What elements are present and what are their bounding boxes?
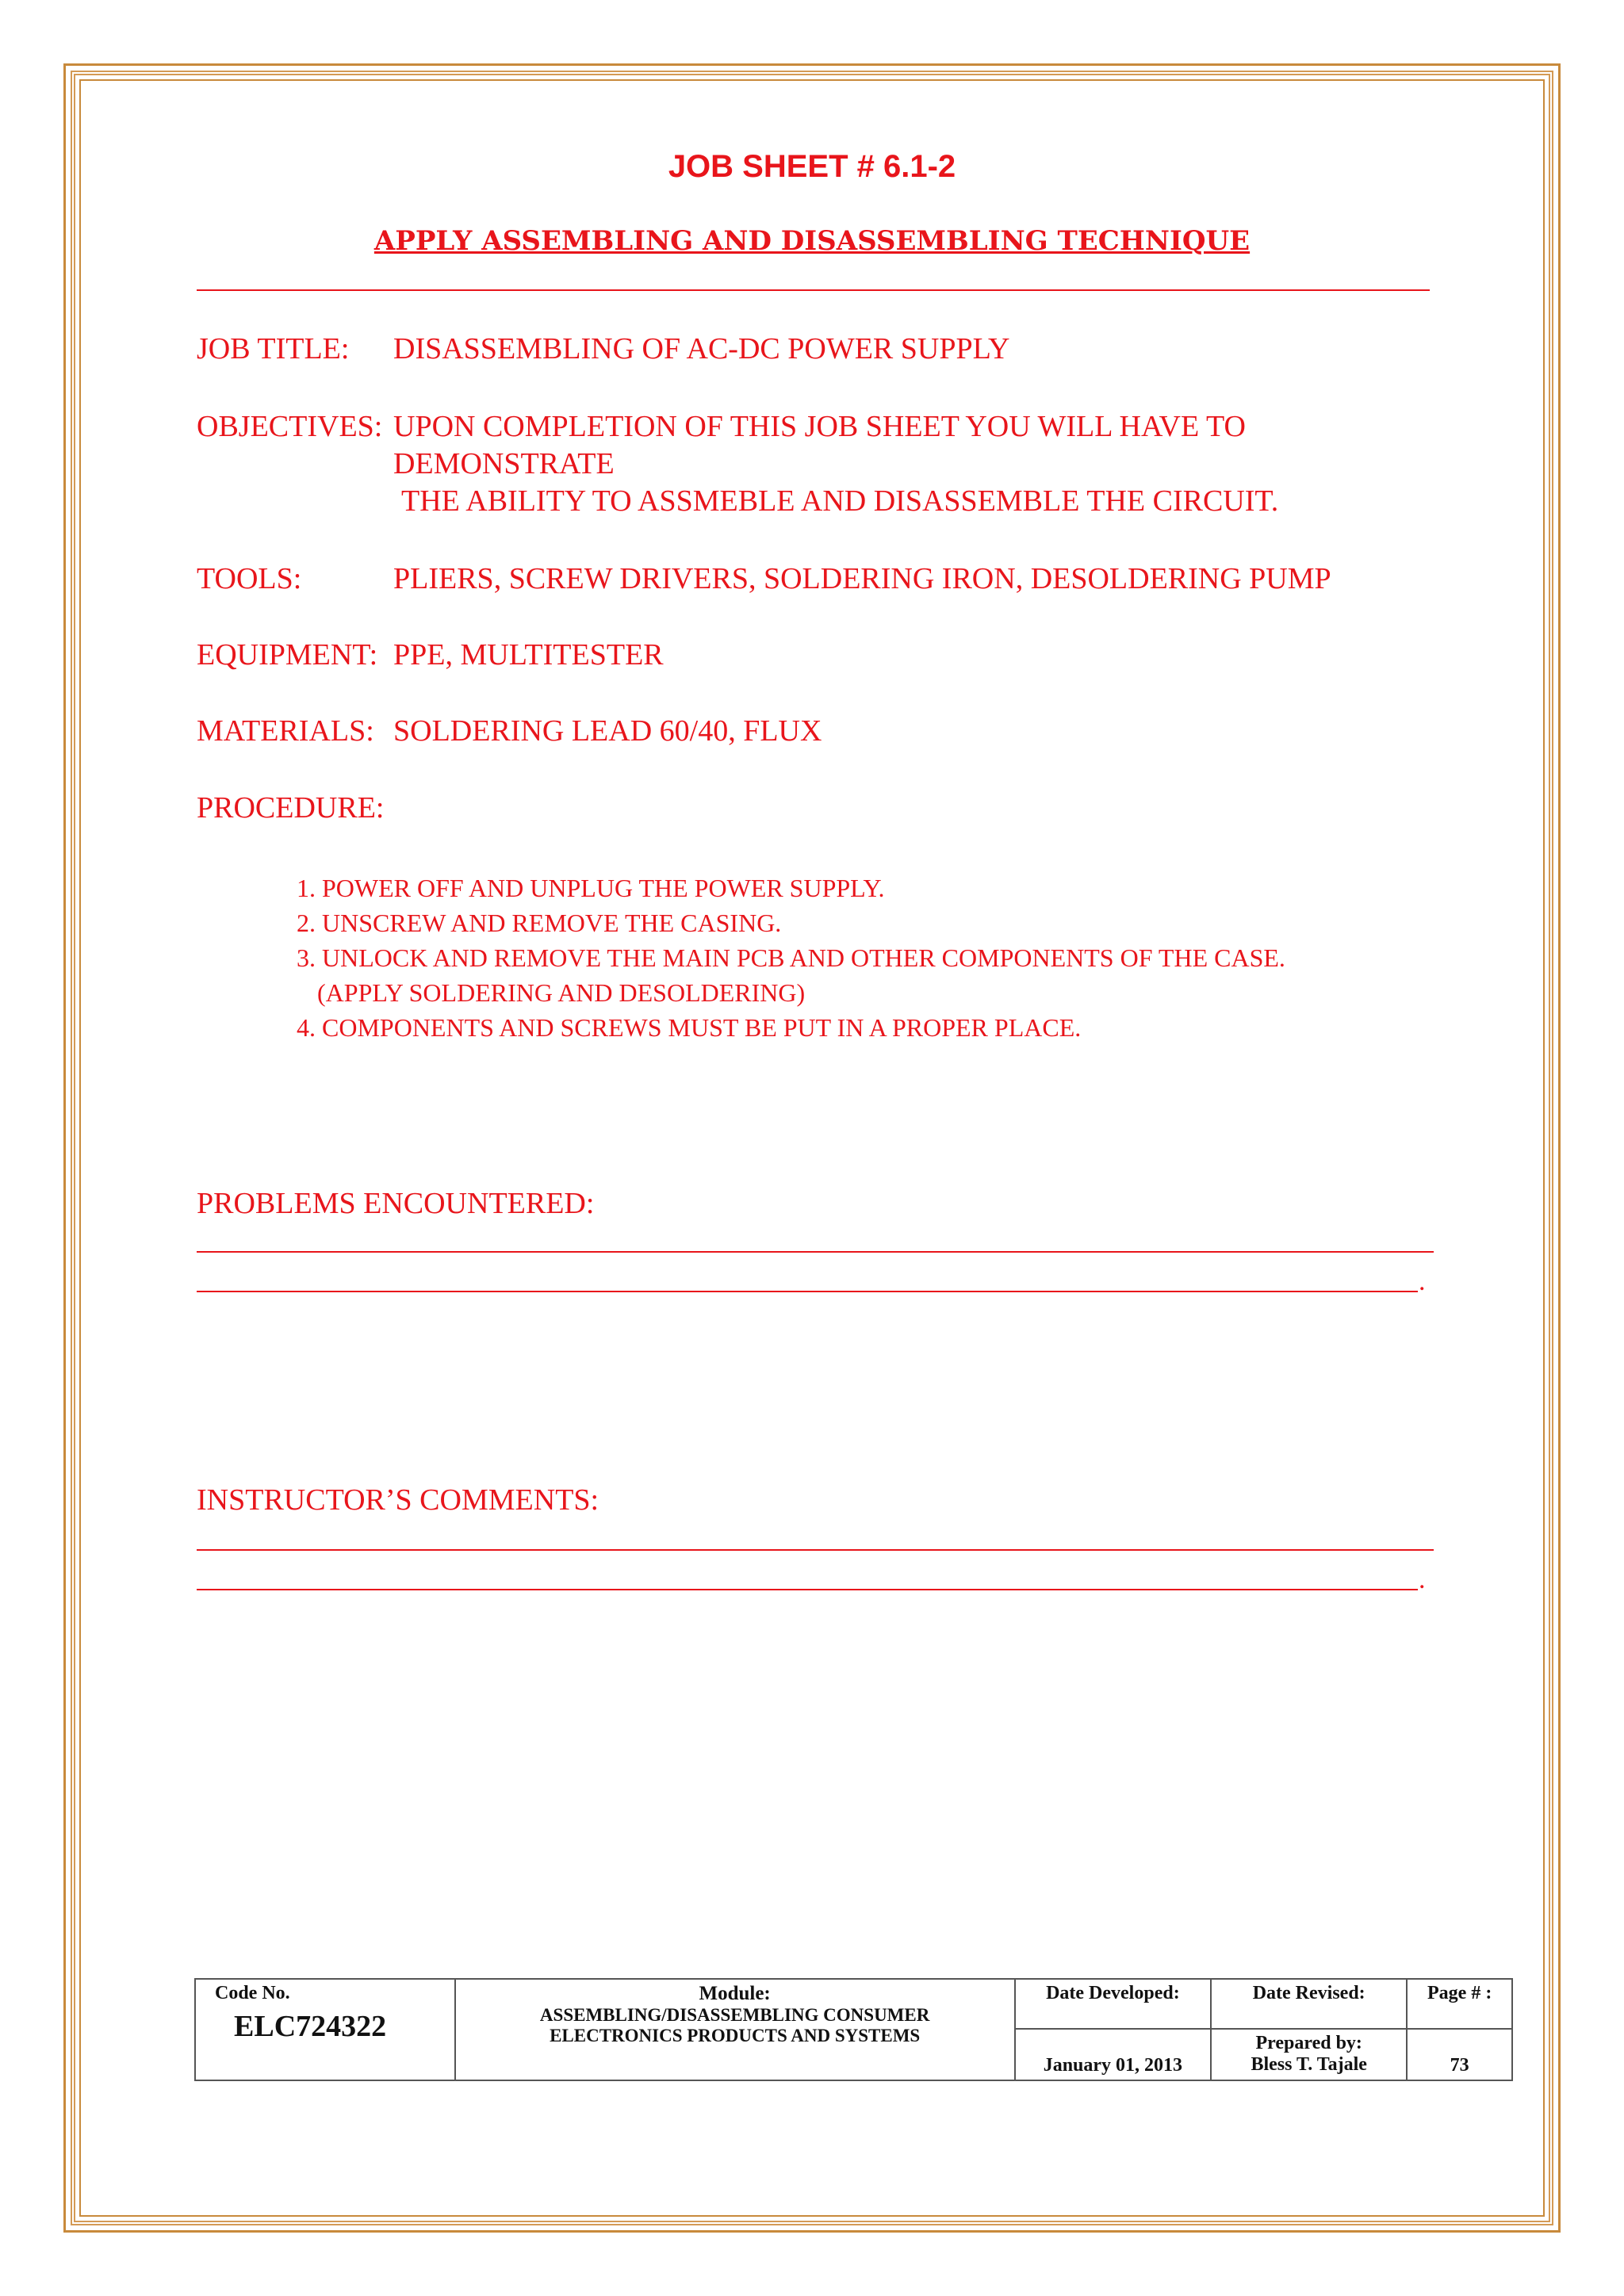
comments-write-line-1: [197, 1549, 1434, 1551]
procedure-step-3-note: (APPLY SOLDERING AND DESOLDERING): [317, 978, 806, 1007]
page-number-value: 73: [1407, 2029, 1512, 2080]
comments-write-line-2: [197, 1589, 1418, 1590]
date-developed-value: January 01, 2013: [1015, 2029, 1211, 2080]
materials-value: SOLDERING LEAD 60/40, FLUX: [393, 714, 822, 748]
job-sheet-title: JOB SHEET # 6.1-2: [668, 149, 956, 184]
objectives-line-2: DEMONSTRATE: [393, 447, 615, 480]
prepared-by-label: Prepared by:: [1255, 2032, 1362, 2053]
objectives-line-1: UPON COMPLETION OF THIS JOB SHEET YOU WILL HAVE TO: [393, 410, 1246, 443]
date-revised-label: Date Revised:: [1211, 1979, 1407, 2029]
code-no-label: Code No.: [215, 1983, 290, 2003]
instructor-comments-label: INSTRUCTOR’S COMMENTS:: [197, 1483, 599, 1517]
page-border-inner: [79, 79, 1545, 2217]
document-footer-table: [194, 1978, 1513, 2081]
equipment-label: EQUIPMENT:: [197, 638, 378, 672]
procedure-step-1: 1. POWER OFF AND UNPLUG THE POWER SUPPLY.: [297, 874, 885, 902]
procedure-step-4: 4. COMPONENTS AND SCREWS MUST BE PUT IN A PROPER PLACE.: [297, 1013, 1082, 1042]
objectives-label: OBJECTIVES:: [197, 410, 383, 443]
problems-encountered-label: PROBLEMS ENCOUNTERED:: [197, 1187, 595, 1220]
procedure-step-3: 3. UNLOCK AND REMOVE THE MAIN PCB AND OTHER COMPONENTS OF THE CASE.: [297, 943, 1285, 972]
prepared-by-value: Bless T. Tajale: [1251, 2053, 1367, 2075]
module-line-2: ELECTRONICS PRODUCTS AND SYSTEMS: [550, 2026, 921, 2045]
module-label: Module:: [699, 1983, 771, 2004]
problems-write-line-1: [197, 1251, 1434, 1253]
title-divider: [197, 289, 1430, 291]
date-developed-label: Date Developed:: [1015, 1979, 1211, 2029]
tools-label: TOOLS:: [197, 562, 302, 595]
page-number-label: Page # :: [1407, 1979, 1512, 2029]
materials-label: MATERIALS:: [197, 714, 374, 748]
module-cell: [455, 1979, 1015, 2080]
comments-line-end: .: [1419, 1565, 1426, 1594]
problems-line-end: .: [1419, 1267, 1426, 1296]
problems-write-line-2: [197, 1291, 1418, 1292]
module-line-1: ASSEMBLING/DISASSEMBLING CONSUMER: [539, 2005, 930, 2025]
procedure-label: PROCEDURE:: [197, 791, 385, 825]
procedure-step-2: 2. UNSCREW AND REMOVE THE CASING.: [297, 909, 782, 937]
code-no-cell: [195, 1979, 455, 2080]
equipment-value: PPE, MULTITESTER: [393, 638, 664, 672]
tools-value: PLIERS, SCREW DRIVERS, SOLDERING IRON, DESOLDERING PUMP: [393, 562, 1331, 595]
job-title-label: JOB TITLE:: [197, 332, 350, 365]
job-title-value: DISASSEMBLING OF AC-DC POWER SUPPLY: [393, 332, 1010, 365]
code-no-value: ELC724322: [234, 2010, 387, 2043]
job-sheet-subtitle: APPLY ASSEMBLING AND DISASSEMBLING TECHNIQUE: [373, 225, 1251, 257]
objectives-line-3: THE ABILITY TO ASSMEBLE AND DISASSEMBLE THE CIRCUIT.: [401, 484, 1279, 518]
prepared-by-cell: [1211, 2029, 1407, 2080]
